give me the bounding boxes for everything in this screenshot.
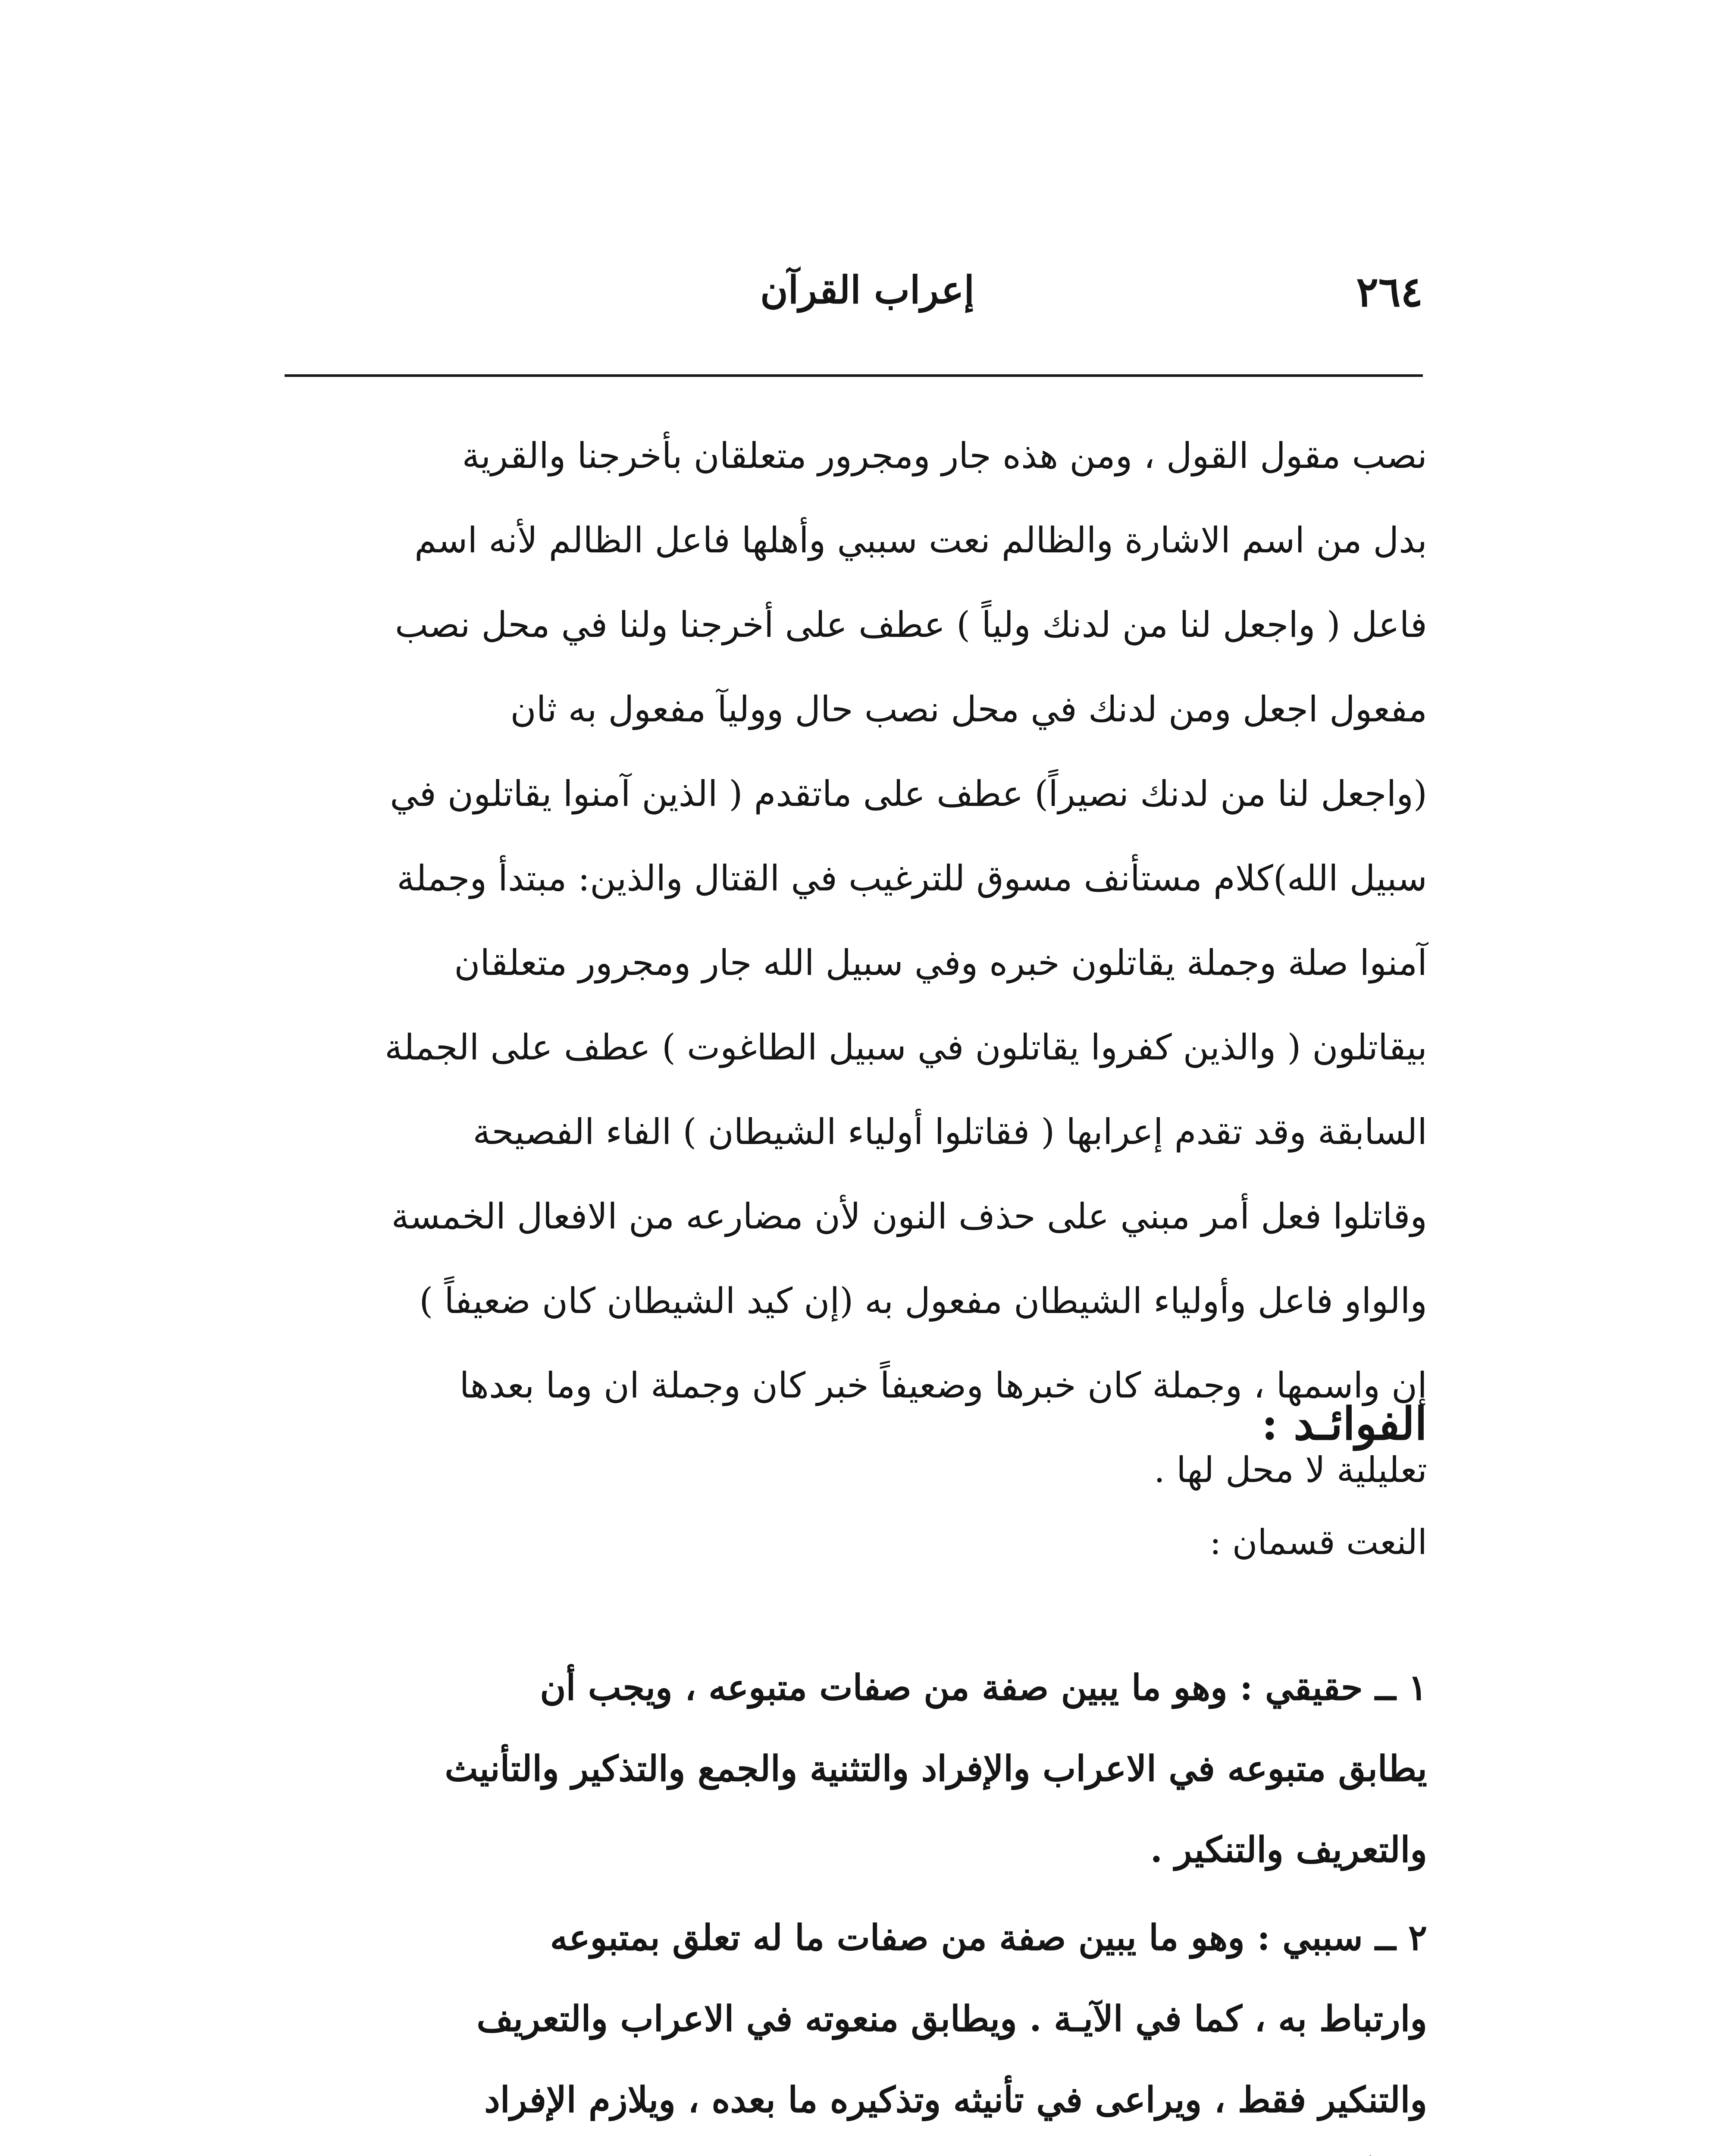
main-paragraph [276, 414, 1427, 1513]
point-causal-adjective [276, 1897, 1427, 2156]
text-line: يطابق متبوعه في الاعراب والإفراد والتثنية والجمع والتذكير والتأنيث [445, 1748, 1427, 1789]
text-line: (واجعل لنا من لدنك نصيراً) عطف على ماتقدم ( الذين آمنوا يقاتلون في [390, 774, 1427, 815]
page-number: ٢٦٤ [1356, 267, 1423, 316]
page-header [267, 259, 1423, 345]
text-line: ١ ــ حقيقي : وهو ما يبين صفة من صفات متبوعه ، ويجب أن [540, 1667, 1427, 1708]
text-line: نصب مقول القول ، ومن هذه جار ومجرور متعلقان بأخرجنا والقرية [462, 436, 1427, 476]
text-line: والتعريف والتنكير . [1150, 1829, 1427, 1871]
text-line: تعليلية لا محل لها . [1154, 1450, 1427, 1491]
text-line [276, 2140, 1427, 2156]
text-line: والواو فاعل وأولياء الشيطان مفعول به (إن كيد الشيطان كان ضعيفاً ) [419, 1281, 1427, 1322]
text-line: بيقاتلون ( والذين كفروا يقاتلون في سبيل الطاغوت ) عطف على الجملة [385, 1027, 1427, 1068]
subheading: النعت قسمان : [1209, 1522, 1427, 1562]
text-line: السابقة وقد تقدم إعرابها ( فقاتلوا أولياء الشيطان ) الفاء الفصيحة [473, 1112, 1427, 1153]
header-rule [285, 374, 1423, 377]
text-line: وقاتلوا فعل أمر مبني على حذف النون لأن مضارعه من الافعال الخمسة [391, 1196, 1427, 1237]
text-line: سبيل الله)كلام مستأنف مسوق للترغيب في القتال والذين: مبتدأ وجملة [397, 858, 1427, 899]
text-line: فاعل ( واجعل لنا من لدنك ولياً ) عطف على أخرجنا ولنا في محل نصب [395, 605, 1427, 646]
text-line: بدل من اسم الاشارة والظالم نعت سببي وأهلها فاعل الظالم لأنه اسم [414, 520, 1427, 561]
text-line: ٢ ــ سببي : وهو ما يبين صفة من صفات ما له تعلق بمتبوعه [550, 1917, 1427, 1959]
point-real-adjective [276, 1647, 1427, 1890]
section-heading: الفوائـد : [1261, 1397, 1427, 1450]
running-title: إعراب القرآن [760, 267, 974, 312]
text-line: آمنوا صلة وجملة يقاتلون خبره وفي سبيل الله جار ومجرور متعلقان [454, 943, 1427, 984]
text-line: مفعول اجعل ومن لدنك في محل نصب حال ووليآ مفعول به ثان [510, 689, 1427, 730]
text-line: إن واسمها ، وجملة كان خبرها وضعيفاً خبر كان وجملة ان وما بعدها [459, 1365, 1427, 1406]
text-line: والتنكير فقط ، ويراعى في تأنيثه وتذكيره ما بعده ، ويلازم الإفراد [484, 2079, 1427, 2121]
text-line: وارتباط به ، كما في الآيـة . ويطابق منعوته في الاعراب والتعريف [476, 1998, 1427, 2040]
